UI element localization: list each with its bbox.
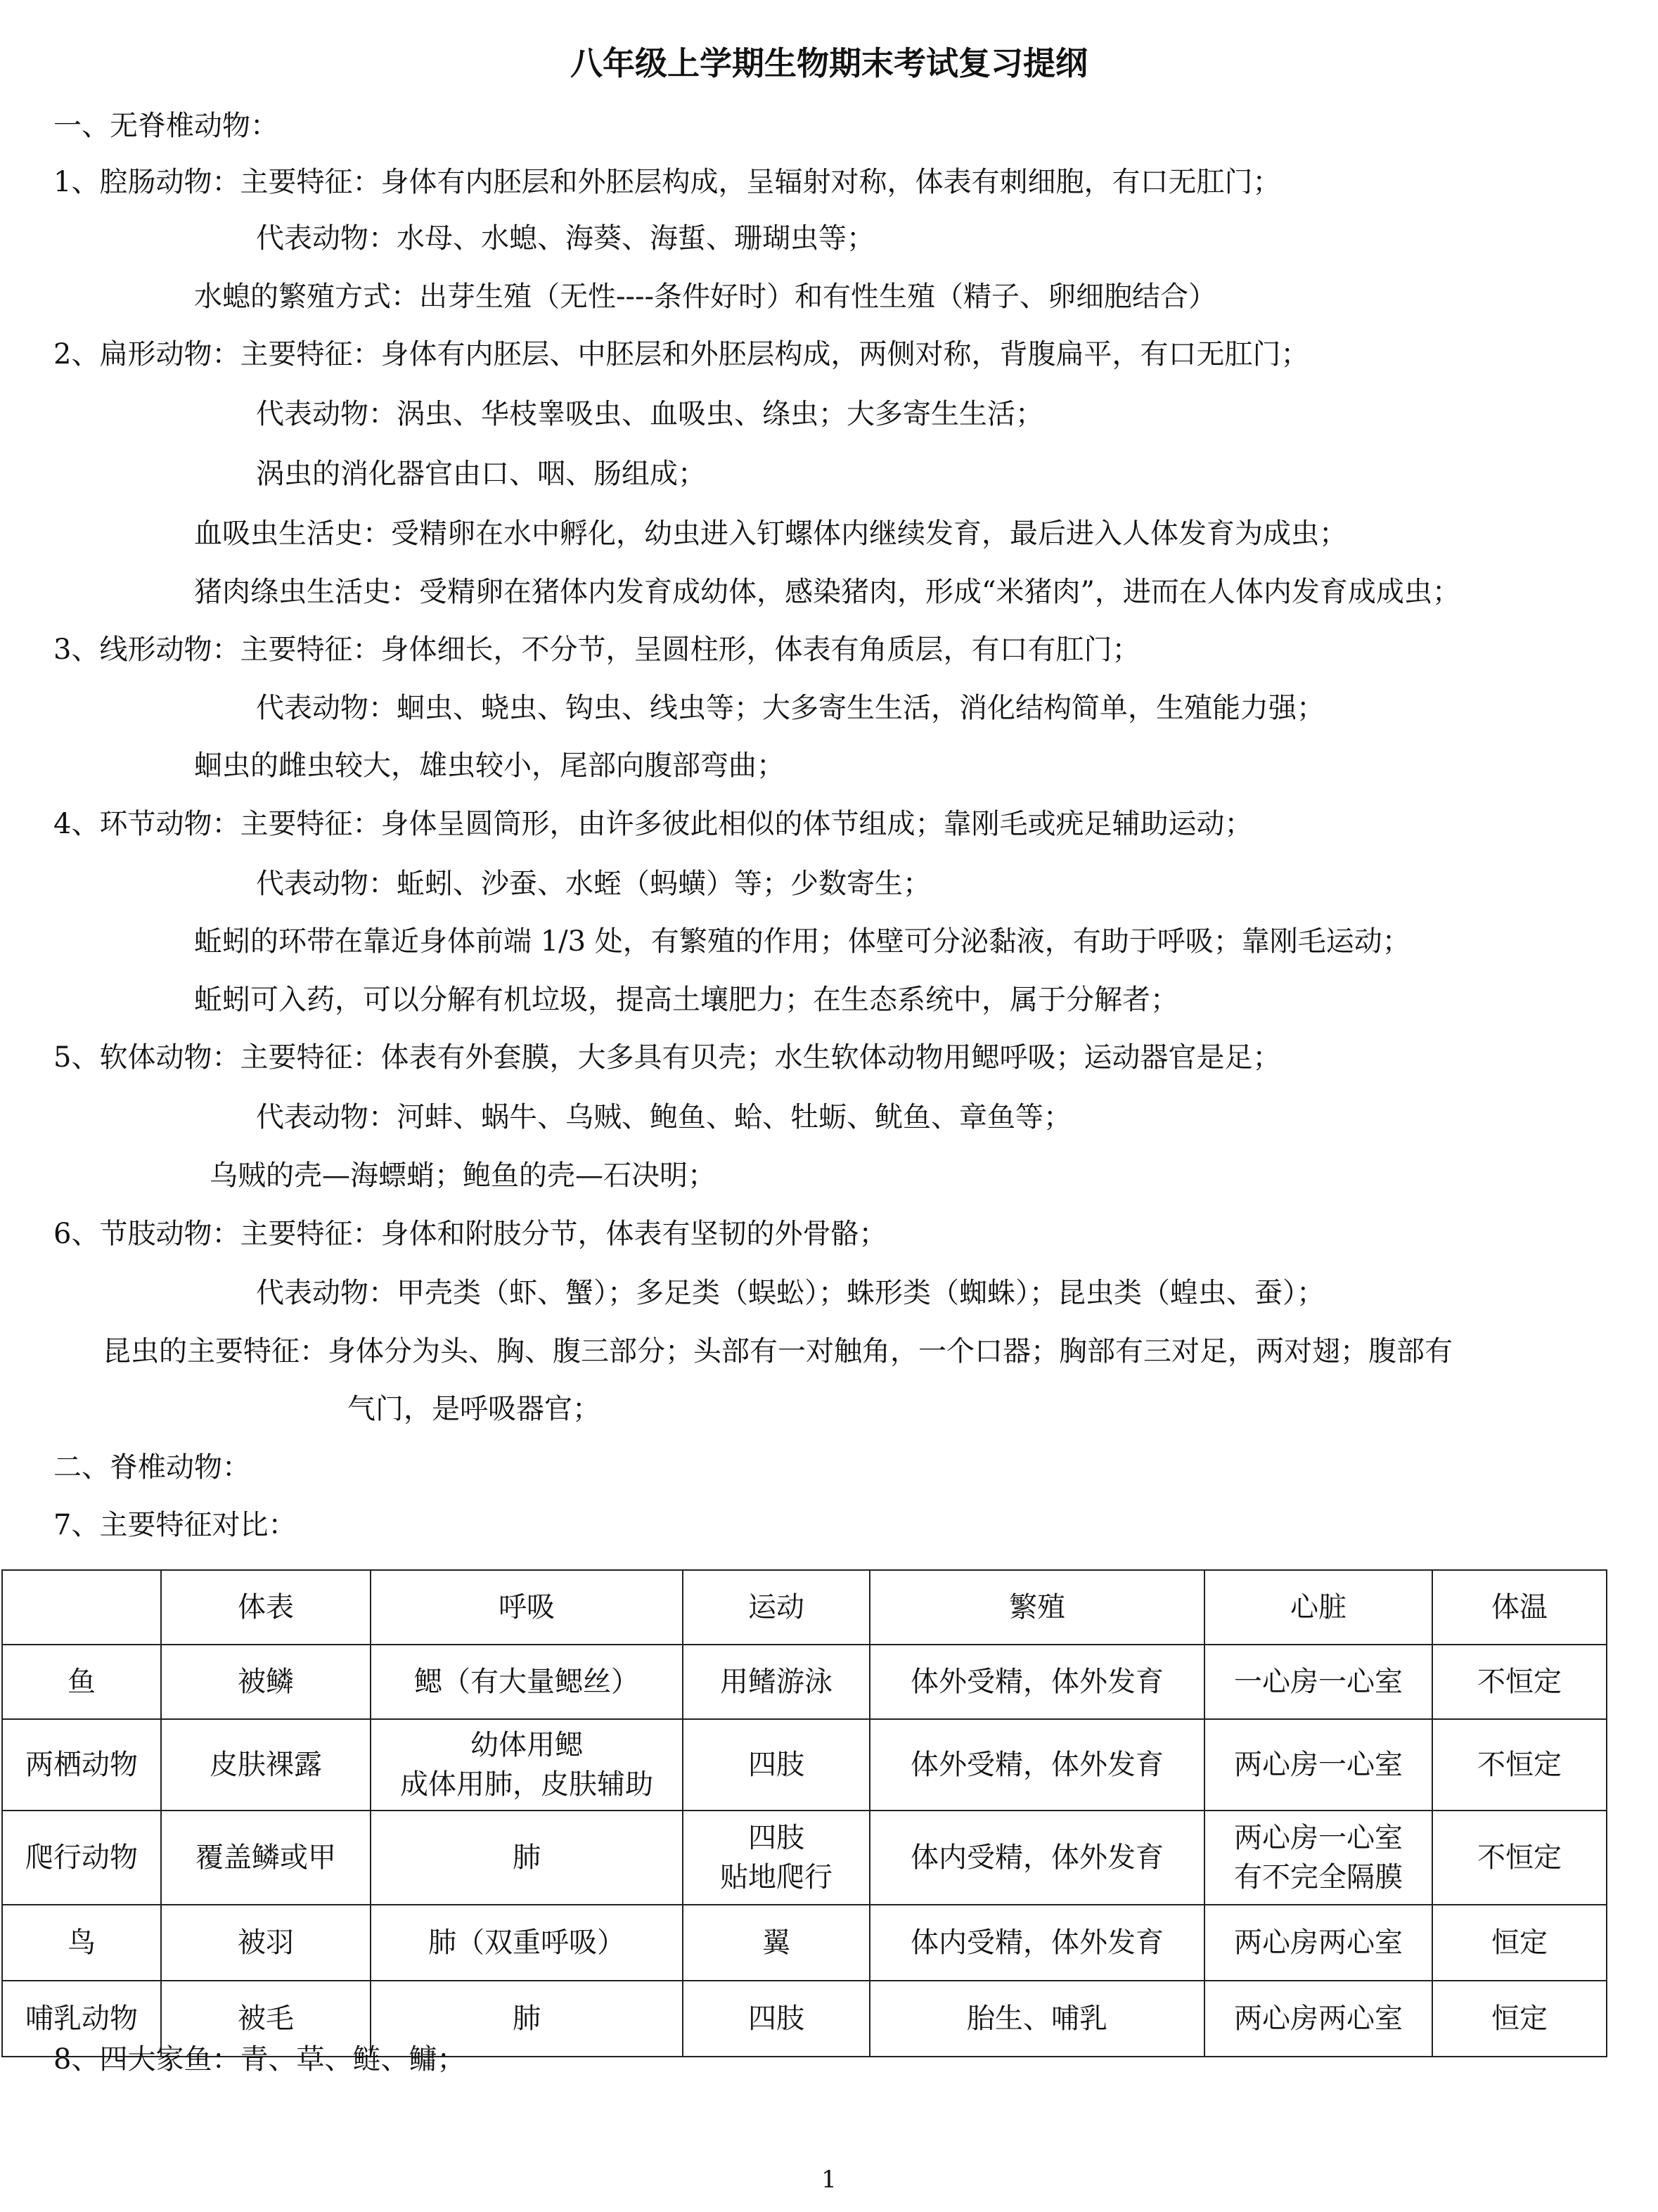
table-row bbox=[2, 1645, 1607, 1719]
table-cell: 肺 bbox=[371, 1811, 683, 1905]
text-line: 气门，是呼吸器官； bbox=[347, 1393, 600, 1425]
table-cell: 四肢 bbox=[683, 1719, 870, 1811]
table-cell: 不恒定 bbox=[1432, 1645, 1607, 1719]
table-cell: 鱼 bbox=[2, 1645, 161, 1719]
table-cell: 用鳍游泳 bbox=[683, 1645, 870, 1719]
table-cell: 皮肤裸露 bbox=[161, 1719, 371, 1811]
text-line: 1、腔肠动物：主要特征：身体有内胚层和外胚层构成，呈辐射对称，体表有刺细胞，有口无肛门； bbox=[53, 166, 1281, 198]
text-line: 血吸虫生活史：受精卵在水中孵化，幼虫进入钉螺体内继续发育，最后进入人体发育为成虫； bbox=[194, 517, 1347, 550]
table-cell: 四肢 bbox=[683, 1981, 870, 2057]
text-line: 代表动物：蛔虫、蛲虫、钩虫、线虫等；大多寄生生活，消化结构简单，生殖能力强； bbox=[256, 692, 1325, 724]
table-cell: 体外受精，体外发育 bbox=[870, 1719, 1204, 1811]
text-line: 蛔虫的雌虫较大，雄虫较小，尾部向腹部弯曲； bbox=[194, 750, 785, 782]
table-cell: 恒定 bbox=[1432, 1905, 1607, 1981]
text-line: 蚯蚓可入药，可以分解有机垃圾，提高土壤肥力；在生态系统中，属于分解者； bbox=[194, 984, 1178, 1016]
text-line: 8、四大家鱼：青、草、鲢、鳙； bbox=[53, 2043, 465, 2076]
vertebrate-comparison-table bbox=[1, 1569, 1607, 2057]
table-cell: 肺 bbox=[371, 1981, 683, 2057]
table-cell: 一心房一心室 bbox=[1204, 1645, 1432, 1719]
table-header-cell: 繁殖 bbox=[870, 1570, 1204, 1645]
text-line: 5、软体动物：主要特征：体表有外套膜，大多具有贝壳；水生软体动物用鳃呼吸；运动器官是足； bbox=[53, 1041, 1281, 1074]
table-cell: 两栖动物 bbox=[2, 1719, 161, 1811]
text-line: 乌贼的壳—海螵蛸；鲍鱼的壳—石决明； bbox=[210, 1159, 716, 1192]
table-cell: 被毛 bbox=[161, 1981, 371, 2057]
section-heading-invertebrates: 一、无脊椎动物： bbox=[53, 110, 278, 142]
table-cell: 两心房一心室 有不完全隔膜 bbox=[1204, 1811, 1432, 1905]
table-header-cell: 呼吸 bbox=[371, 1570, 683, 1645]
table-cell: 两心房两心室 bbox=[1204, 1905, 1432, 1981]
table-cell: 体内受精，体外发育 bbox=[870, 1905, 1204, 1981]
table-cell: 被鳞 bbox=[161, 1645, 371, 1719]
table-header-row bbox=[2, 1570, 1607, 1645]
table-cell: 体外受精，体外发育 bbox=[870, 1645, 1204, 1719]
table-cell: 被羽 bbox=[161, 1905, 371, 1981]
text-line: 4、环节动物：主要特征：身体呈圆筒形，由许多彼此相似的体节组成；靠刚毛或疣足辅助运动； bbox=[53, 808, 1253, 840]
table-cell: 两心房两心室 bbox=[1204, 1981, 1432, 2057]
table-cell: 鳃（有大量鳃丝） bbox=[371, 1645, 683, 1719]
table-cell: 覆盖鳞或甲 bbox=[161, 1811, 371, 1905]
table-header-cell bbox=[2, 1570, 161, 1645]
table-cell: 恒定 bbox=[1432, 1981, 1607, 2057]
table-cell: 翼 bbox=[683, 1905, 870, 1981]
table-cell: 鸟 bbox=[2, 1905, 161, 1981]
text-line: 6、节肢动物：主要特征：身体和附肢分节，体表有坚韧的外骨骼； bbox=[53, 1218, 887, 1250]
text-line: 代表动物：甲壳类（虾、蟹）；多足类（蜈蚣）；蛛形类（蜘蛛）；昆虫类（蝗虫、蚕）； bbox=[256, 1277, 1325, 1309]
table-row bbox=[2, 1719, 1607, 1811]
table-header-cell: 体温 bbox=[1432, 1570, 1607, 1645]
text-line: 代表动物：河蚌、蜗牛、乌贼、鲍鱼、蛤、牡蛎、鱿鱼、章鱼等； bbox=[256, 1101, 1072, 1133]
text-line: 涡虫的消化器官由口、咽、肠组成； bbox=[256, 458, 706, 490]
text-line: 代表动物：涡虫、华枝睾吸虫、血吸虫、绦虫；大多寄生生活； bbox=[256, 398, 1043, 430]
text-line: 代表动物：蚯蚓、沙蚕、水蛭（蚂蟥）等；少数寄生； bbox=[256, 868, 931, 900]
page-number: 1 bbox=[821, 2166, 837, 2194]
text-line: 7、主要特征对比： bbox=[53, 1509, 297, 1541]
table-header-cell: 体表 bbox=[161, 1570, 371, 1645]
table-cell: 不恒定 bbox=[1432, 1811, 1607, 1905]
text-line: 2、扁形动物：主要特征：身体有内胚层、中胚层和外胚层构成，两侧对称，背腹扁平，有口无肛门； bbox=[53, 338, 1309, 371]
text-line: 水螅的繁殖方式：出芽生殖（无性----条件好时）和有性生殖（精子、卵细胞结合） bbox=[194, 281, 1217, 313]
text-line: 代表动物：水母、水螅、海葵、海蜇、珊瑚虫等； bbox=[256, 222, 875, 255]
table-cell: 爬行动物 bbox=[2, 1811, 161, 1905]
table-row bbox=[2, 1905, 1607, 1981]
table-cell: 幼体用鳃 成体用肺，皮肤辅助 bbox=[371, 1719, 683, 1811]
table-cell: 胎生、哺乳 bbox=[870, 1981, 1204, 2057]
table-cell: 肺（双重呼吸） bbox=[371, 1905, 683, 1981]
table-cell: 哺乳动物 bbox=[2, 1981, 161, 2057]
table-cell: 体内受精，体外发育 bbox=[870, 1811, 1204, 1905]
table-row bbox=[2, 1811, 1607, 1905]
text-line: 蚯蚓的环带在靠近身体前端 1/3 处，有繁殖的作用；体壁可分泌黏液，有助于呼吸；靠刚毛运动； bbox=[194, 925, 1410, 958]
table-header-cell: 运动 bbox=[683, 1570, 870, 1645]
table-cell: 两心房一心室 bbox=[1204, 1719, 1432, 1811]
section-heading-vertebrates: 二、脊椎动物： bbox=[53, 1451, 250, 1484]
table-cell: 不恒定 bbox=[1432, 1719, 1607, 1811]
text-line: 3、线形动物：主要特征：身体细长，不分节，呈圆柱形，体表有角质层，有口有肛门； bbox=[53, 634, 1140, 666]
table-header-cell: 心脏 bbox=[1204, 1570, 1432, 1645]
page-title: 八年级上学期生物期末考试复习提纲 bbox=[570, 44, 1088, 82]
text-line: 昆虫的主要特征：身体分为头、胸、腹三部分；头部有一对触角，一个口器；胸部有三对足，两对翅；腹部有 bbox=[103, 1335, 1453, 1368]
text-line: 猪肉绦虫生活史：受精卵在猪体内发育成幼体，感染猪肉，形成“米猪肉”，进而在人体内发育成成虫； bbox=[194, 576, 1460, 608]
table-cell: 四肢 贴地爬行 bbox=[683, 1811, 870, 1905]
